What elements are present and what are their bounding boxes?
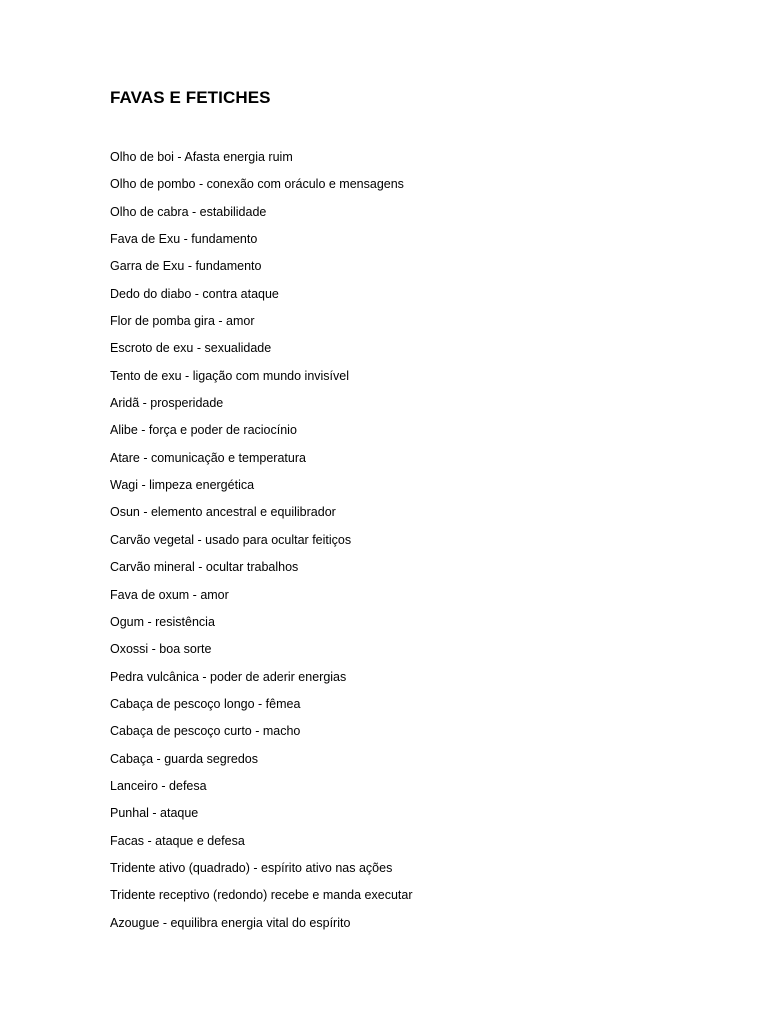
list-item: Escroto de exu - sexualidade (110, 341, 272, 356)
list-item: Azougue - equilibra energia vital do espírito (110, 915, 351, 930)
list-item: Flor de pomba gira - amor (110, 314, 255, 329)
list-item: Wagi - limpeza energética (110, 478, 255, 493)
list-item: Garra de Exu - fundamento (110, 259, 262, 274)
list-item: Lanceiro - defesa (110, 778, 207, 793)
item-list (110, 148, 412, 941)
list-item: Cabaça - guarda segredos (110, 751, 259, 766)
list-item: Aridã - prosperidade (110, 396, 224, 411)
list-item: Dedo do diabo - contra ataque (110, 286, 279, 301)
list-item: Oxossi - boa sorte (110, 642, 212, 657)
list-item: Atare - comunicação e temperatura (110, 450, 306, 465)
list-item: Pedra vulcânica - poder de aderir energias (110, 669, 347, 684)
list-item: Facas - ataque e defesa (110, 833, 245, 848)
list-item: Olho de pombo - conexão com oráculo e mensagens (110, 177, 404, 192)
list-item: Osun - elemento ancestral e equilibrador (110, 505, 336, 520)
list-item: Fava de oxum - amor (110, 587, 229, 602)
list-item: Tridente ativo (quadrado) - espírito ativo nas ações (110, 860, 393, 875)
document-title: FAVAS E FETICHES (110, 88, 271, 107)
list-item: Cabaça de pescoço curto - macho (110, 724, 301, 739)
list-item: Cabaça de pescoço longo - fêmea (110, 696, 301, 711)
list-item: Alibe - força e poder de raciocínio (110, 423, 297, 438)
list-item: Olho de cabra - estabilidade (110, 204, 267, 219)
list-item: Tridente receptivo (redondo) recebe e manda executar (110, 888, 413, 903)
list-item: Carvão vegetal - usado para ocultar feitiços (110, 532, 352, 547)
list-item: Carvão mineral - ocultar trabalhos (110, 560, 299, 575)
list-item: Olho de boi - Afasta energia ruim (110, 150, 293, 164)
list-item: Ogum - resistência (110, 614, 215, 629)
list-item: Punhal - ataque (110, 806, 199, 821)
list-item: Tento de exu - ligação com mundo invisível (110, 368, 350, 383)
list-item: Fava de Exu - fundamento (110, 232, 258, 247)
